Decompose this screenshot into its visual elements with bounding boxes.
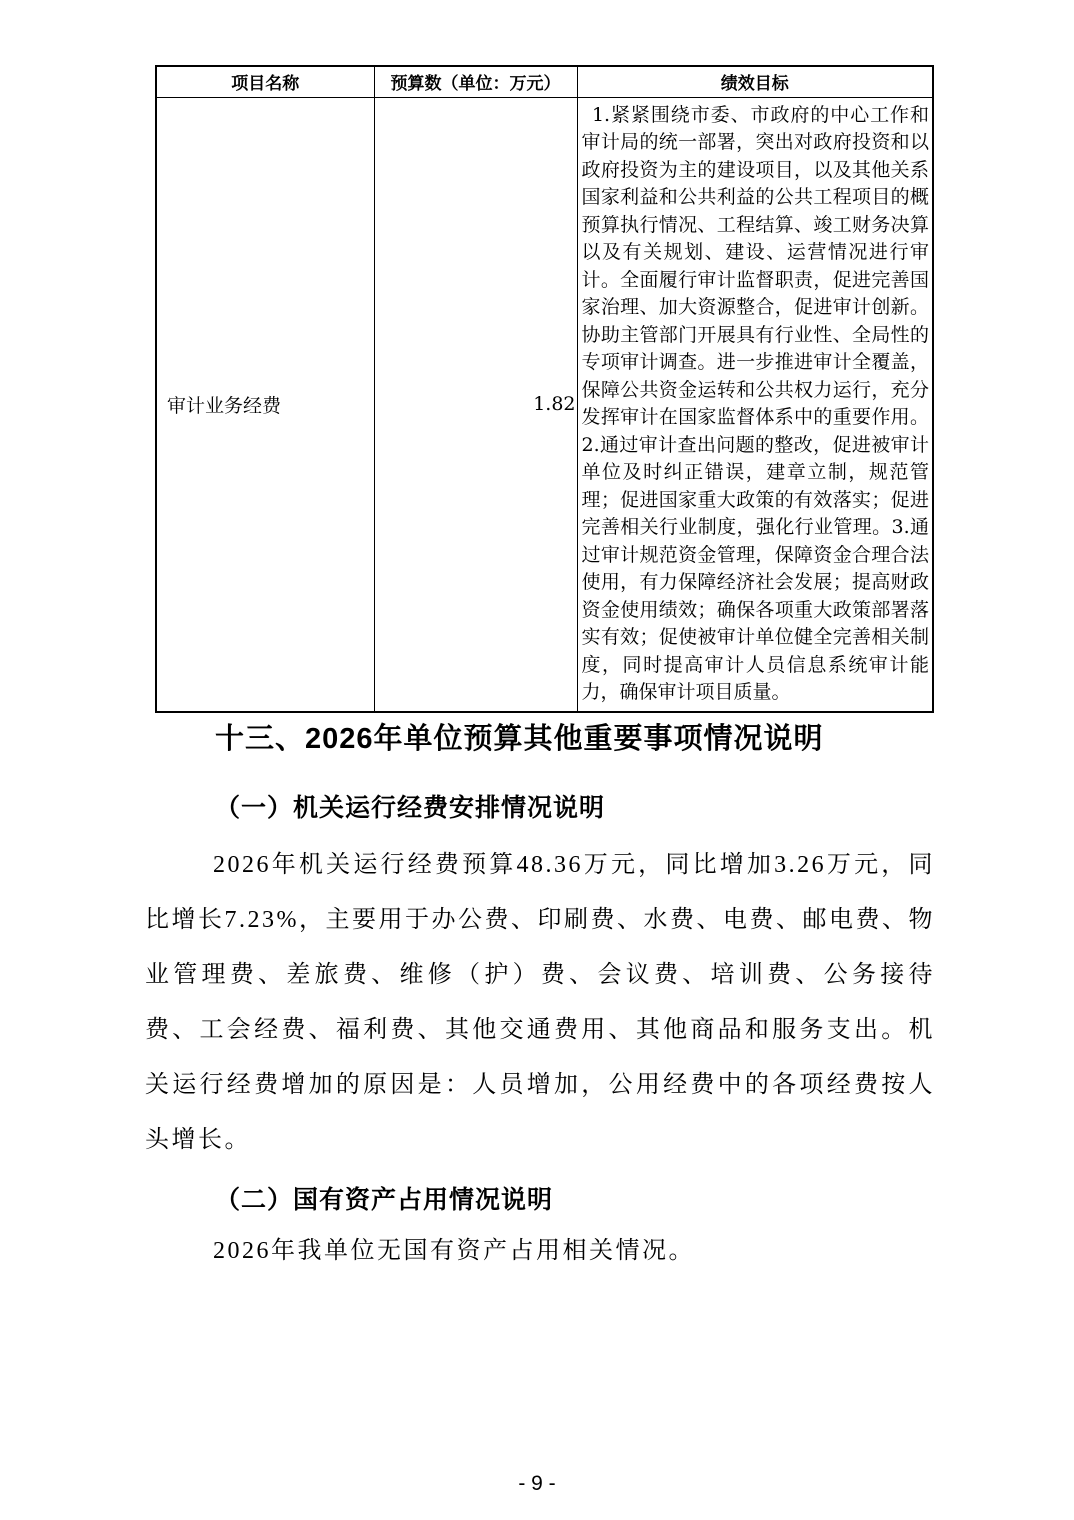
subsection-1-heading: （一）机关运行经费安排情况说明 xyxy=(215,795,606,822)
project-name-cell: 审计业务经费 xyxy=(156,97,374,712)
subsection-2-heading: （二）国有资产占用情况说明 xyxy=(215,1187,554,1214)
table-row xyxy=(156,97,933,712)
budget-amount-cell: 1.82 xyxy=(374,97,577,712)
table-header-row xyxy=(156,66,933,97)
col-header-project-name: 项目名称 xyxy=(156,66,374,97)
section-13-heading: 十三、2026年单位预算其他重要事项情况说明 xyxy=(215,723,824,755)
col-header-budget-amount: 预算数（单位：万元） xyxy=(374,66,577,97)
page-number: - 9 - xyxy=(518,1472,556,1495)
col-header-performance-goal: 绩效目标 xyxy=(577,66,933,97)
subsection-2-paragraph: 2026年我单位无国有资产占用相关情况。 xyxy=(213,1238,695,1264)
performance-goal-cell: 1.紧紧围绕市委、市政府的中心工作和审计局的统一部署，突出对政府投资和以政府投资为主的建设项目，以及其他关系国家利益和公共利益的公共工程项目的概预算执行情况、工程结算、竣工财务决算以及有关规划、建设、运营情况进行审计。全面履行审计监督职责，促进完善国家治理、加大资源整合，促进审计创新。协助主管部门开展具有行业性、全局性的专项审计调查。进一步推进审计全覆盖，保障公共资金运转和公共权力运行，充分发挥审计在国家监督体系中的重要作用。2.通过审计查出问题的整改，促进被审计单位及时纠正错误，建章立制，规范管理；促进国家重大政策的有效落实；促进完善相关行业制度，强化行业管理。3.通过审计规范资金管理，保障资金合理合法使用，有力保障经济社会发展；提高财政资金使用绩效；确保各项重大政策部署落实有效；促使被审计单位健全完善相关制度，同时提高审计人员信息系统审计能力，确保审计项目质量。 xyxy=(577,97,933,712)
subsection-1-paragraph: 2026年机关运行经费预算48.36万元，同比增加3.26万元，同比增长7.23%，主要用于办公费、印刷费、水费、电费、邮电费、物业管理费、差旅费、维修（护）费、会议费、培训费、公务接待费、工会经费、福利费、其他交通费用、其他商品和服务支出。机关运行经费增加的原因是：人员增加，公用经费中的各项经费按人头增长。 xyxy=(145,852,935,1153)
budget-table xyxy=(155,65,934,713)
